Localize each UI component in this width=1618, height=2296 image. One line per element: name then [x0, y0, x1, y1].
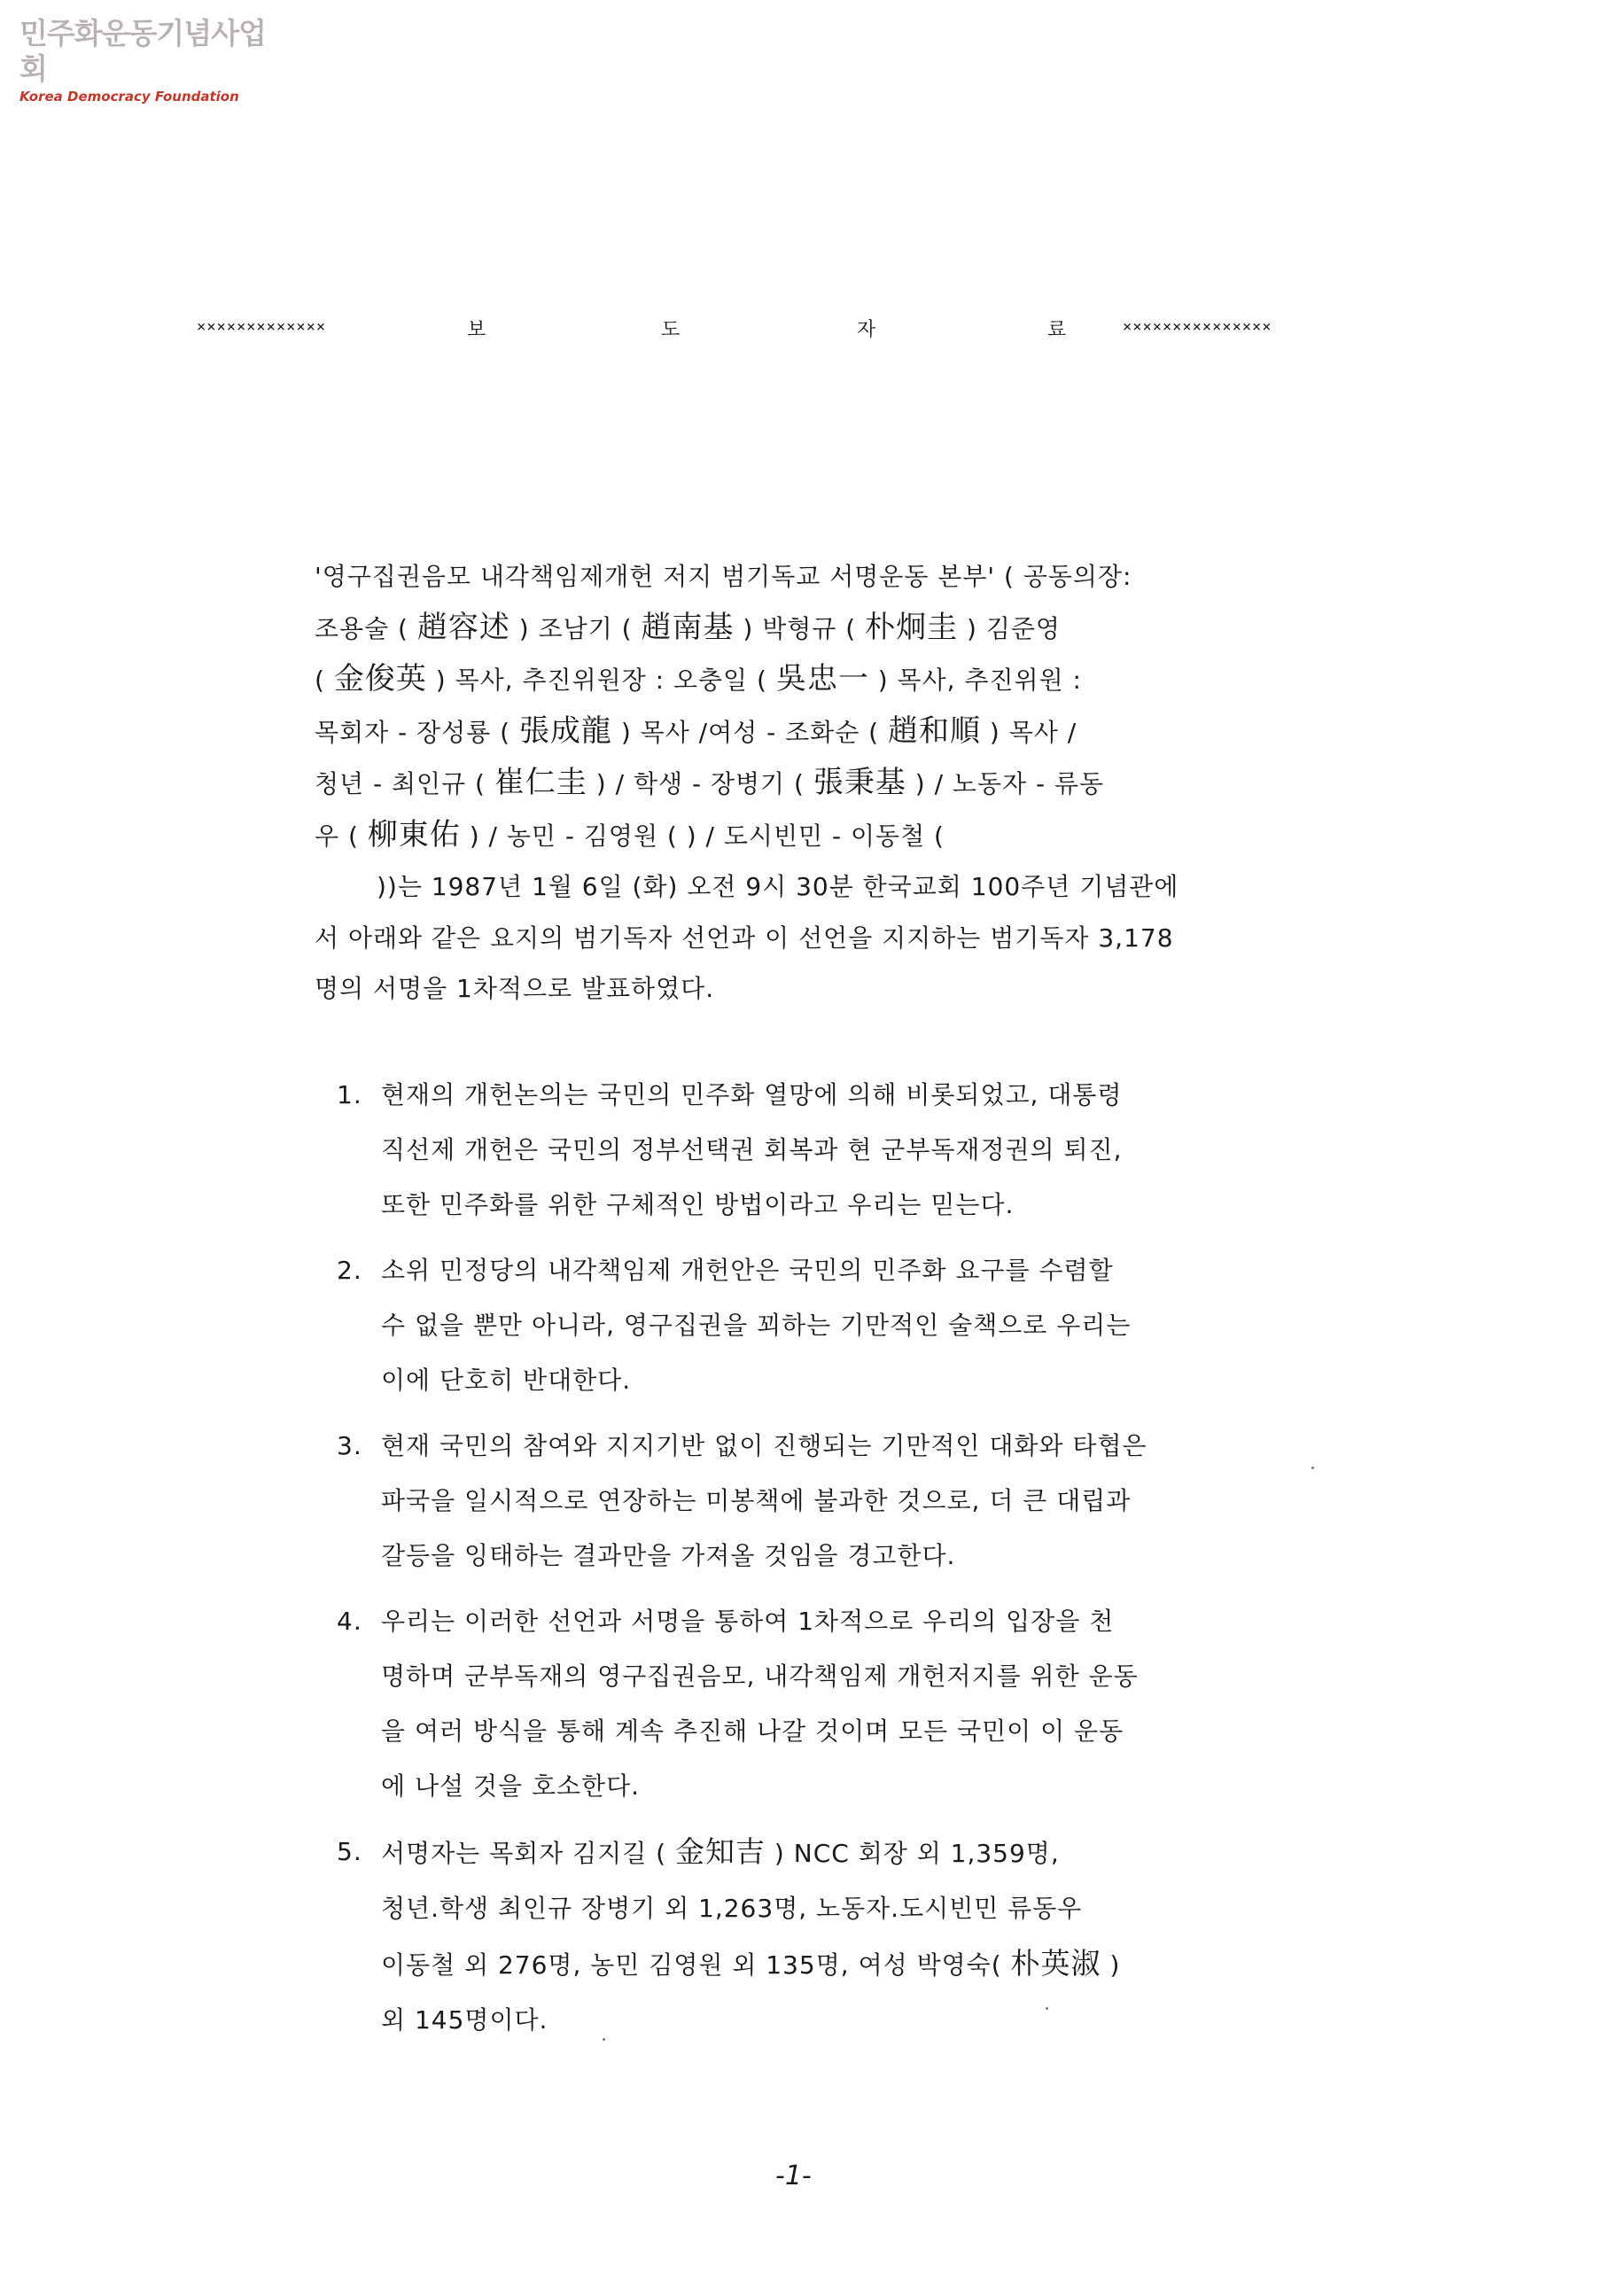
item-number: 1.: [337, 1080, 362, 1109]
hanja-name: 吳忠一: [775, 661, 869, 697]
scan-speck: [603, 2038, 605, 2041]
intro-line: 명의 서명을 1차적으로 발표하였다.: [315, 974, 715, 1003]
header-left-marks: ×××××××××××××: [197, 318, 327, 336]
item-line: 현재의 개헌논의는 국민의 민주화 열망에 의해 비롯되었고, 대통령: [381, 1080, 1123, 1109]
item-line: 갈등을 잉태하는 결과만을 가져올 것임을 경고한다.: [381, 1541, 956, 1570]
intro-text: 조용술 (: [315, 613, 408, 643]
item-number: 4.: [337, 1607, 362, 1636]
list-item: [337, 1419, 1329, 1584]
intro-line: '영구집권음모 내각책임제개헌 저지 범기독교 서명운동 본부' ( 공동의장:: [315, 562, 1132, 591]
intro-line: ))는 1987년 1월 6일 (화) 오전 9시 30분 한국교회 100주년 기념관에: [377, 872, 1179, 901]
item-line: 또한 민주화를 위한 구체적인 방법이라고 우리는 믿는다.: [381, 1190, 1015, 1219]
intro-text: ) 목사, 추진위원장 : 오충일 (: [435, 665, 767, 695]
hanja-name: 柳東佑: [367, 816, 461, 852]
hanja-name: 金知吉: [675, 1834, 766, 1869]
item-text: 서명자는 목회자 김지길 (: [381, 1839, 667, 1868]
intro-line: [315, 758, 1325, 810]
item-text: ) NCC 회장 외 1,359명,: [774, 1839, 1060, 1868]
header-char-2: 도: [661, 319, 681, 341]
hanja-name: 朴英淑: [1010, 1946, 1101, 1981]
item-line: 수 없을 뿐만 아니라, 영구집권을 꾀하는 기만적인 술책으로 우리는: [381, 1311, 1132, 1340]
list-item: [337, 1243, 1329, 1408]
watermark-korean: 민주화운동기념사업회: [19, 16, 266, 86]
item-line: 파국을 일시적으로 연장하는 미봉책에 불과한 것으로, 더 큰 대립과: [381, 1486, 1132, 1515]
intro-text: ) 조남기 (: [518, 613, 633, 643]
item-line: 소위 민정당의 내각책임제 개헌안은 국민의 민주화 요구를 수렴할: [381, 1256, 1114, 1285]
item-line: [381, 1936, 1329, 1993]
hanja-name: 趙和順: [887, 712, 981, 749]
item-line: 에 나설 것을 호소한다.: [381, 1771, 641, 1801]
item-text: 이동철 외 276명, 농민 김영원 외 135명, 여성 박영숙(: [381, 1950, 1002, 1980]
item-line: 우리는 이러한 선언과 서명을 통하여 1차적으로 우리의 입장을 천: [381, 1607, 1115, 1636]
intro-line: [315, 654, 1325, 706]
header-char-3: 자: [857, 319, 876, 341]
item-line: 직선제 개헌은 국민의 정부선택권 회복과 현 군부독재정권의 퇴진,: [381, 1135, 1123, 1164]
header-char-1: 보: [467, 319, 486, 341]
hanja-name: 金俊英: [333, 661, 427, 697]
item-number: 2.: [337, 1256, 362, 1285]
list-item: [337, 1594, 1329, 1814]
item-line: 청년.학생 최인규 장병기 외 1,263명, 노동자.도시빈민 류동우: [381, 1894, 1083, 1923]
hanja-name: 朴炯圭: [865, 609, 959, 645]
intro-text: ) 박형규 (: [743, 613, 857, 643]
hanja-name: 張成龍: [518, 712, 612, 749]
intro-text: ) 목사 /여성 - 조화순 (: [620, 717, 880, 747]
item-line: 현재 국민의 참여와 지지기반 없이 진행되는 기만적인 대화와 타협은: [381, 1431, 1147, 1460]
item-line: 을 여러 방식을 통해 계속 추진해 나갈 것이며 모든 국민이 이 운동: [381, 1716, 1124, 1746]
item-number: 5.: [337, 1837, 362, 1866]
intro-text: 우 (: [315, 821, 359, 851]
item-line: 외 145명이다.: [381, 2005, 548, 2035]
watermark-logo: [19, 16, 285, 105]
intro-text: 청년 - 최인규 (: [315, 769, 486, 798]
intro-line: [315, 603, 1325, 655]
intro-text: ) 목사 /: [989, 717, 1077, 747]
intro-line: [315, 706, 1325, 759]
intro-text: (: [315, 665, 325, 695]
scan-speck: [1311, 1467, 1314, 1469]
header-char-4: 료: [1047, 319, 1067, 341]
item-line: [381, 1825, 1329, 1881]
hanja-name: 張秉基: [813, 765, 906, 800]
item-text: ): [1109, 1950, 1121, 1980]
intro-text: ) 목사, 추진위원 :: [877, 665, 1082, 695]
watermark-english: Korea Democracy Foundation: [19, 89, 239, 105]
intro-text: ) / 학생 - 장병기 (: [595, 769, 805, 798]
page-number: -1-: [775, 2160, 812, 2191]
numbered-list: [337, 1068, 1329, 2059]
item-line: 명하며 군부독재의 영구집권음모, 내각책임제 개헌저지를 위한 운동: [381, 1662, 1139, 1691]
scan-speck: [1046, 2007, 1048, 2010]
hanja-name: 崔仁圭: [494, 765, 587, 800]
intro-text: 목회자 - 장성룡 (: [315, 717, 511, 747]
intro-text: ) / 농민 - 김영원 ( ) / 도시빈민 - 이동철 (: [469, 821, 945, 851]
hanja-name: 趙南基: [641, 609, 735, 645]
item-line: 이에 단호히 반대한다.: [381, 1366, 632, 1395]
intro-paragraph: [315, 551, 1325, 1015]
document-header: [197, 315, 1340, 350]
list-item: [337, 1825, 1329, 2048]
intro-line: [315, 810, 1325, 862]
list-item: [337, 1068, 1329, 1233]
intro-line: 서 아래와 같은 요지의 범기독자 선언과 이 선언을 지지하는 범기독자 3,178: [315, 922, 1174, 953]
header-right-marks: ×××××××××××××××: [1123, 318, 1272, 336]
intro-text: ) 김준영: [967, 613, 1061, 643]
item-number: 3.: [337, 1431, 362, 1460]
hanja-name: 趙容述: [416, 609, 510, 645]
intro-text: ) / 노동자 - 류동: [914, 769, 1105, 798]
